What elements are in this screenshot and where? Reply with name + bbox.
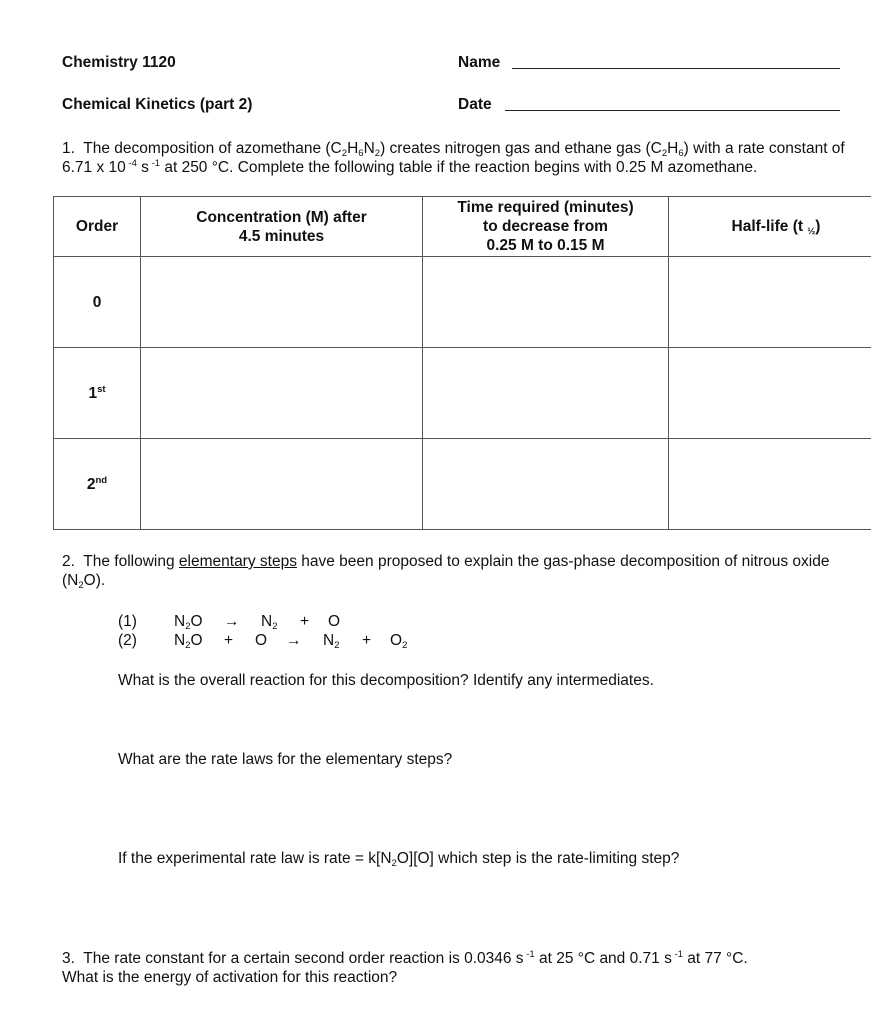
answer-cell[interactable] (669, 348, 871, 439)
answer-cell[interactable] (141, 257, 423, 348)
header-half-life: Half-life (t $_{\frac{1}{2}}$) (669, 197, 871, 257)
date-label: Date (458, 96, 492, 113)
header-order: Order (54, 197, 141, 257)
date-field-line[interactable] (505, 110, 840, 111)
course-title: Chemistry 1120 (62, 54, 176, 71)
answer-cell[interactable] (423, 257, 669, 348)
answer-cell[interactable] (423, 439, 669, 530)
question-1-text: 1. The decomposition of azomethane $(C_2H_6N_2)$ creates nitrogen gas and ethane gas $(C_2H_6)$ with a rate constant of 6.71 x 10 $^{-4}$ s $^{-1}$ at 250 °C. Complete the following table if the reaction begins with 0.25 M azomethane. (62, 140, 845, 176)
header-time-required: Time required (minutes) to decrease from 0.25 M to 0.15 M (423, 197, 669, 257)
kinetics-table (53, 196, 871, 530)
name-label: Name (458, 54, 501, 71)
answer-cell[interactable] (669, 439, 871, 530)
question-2c: If the experimental rate law is rate = $k[N_2O][O]$ which step is the rate-limiting step? (118, 850, 680, 869)
worksheet-topic: Chemical Kinetics (part 2) (62, 96, 253, 113)
elementary-steps-underlined: elementary steps (178, 553, 297, 570)
answer-cell[interactable] (141, 439, 423, 530)
name-field-line[interactable] (512, 68, 840, 69)
answer-cell[interactable] (141, 348, 423, 439)
table-row (54, 348, 871, 439)
header-concentration: Concentration (M) after 4.5 minutes (141, 197, 423, 257)
row-order-second: 2nd (54, 439, 141, 530)
table-row (54, 439, 871, 530)
question-3-text: 3. The rate constant for a certain second order reaction is 0.0346 s $^{-1}$ at 25 °C and 0.71 s $^{-1}$ at 77 °C. What is the energy of activation for this reaction? (62, 949, 748, 986)
question-2a: What is the overall reaction for this decomposition? Identify any intermediates. (118, 672, 654, 689)
answer-cell[interactable] (423, 348, 669, 439)
row-order-first: 1st (54, 348, 141, 439)
answer-cell[interactable] (669, 257, 871, 348)
table-row (54, 257, 871, 348)
table-header-row (54, 197, 871, 257)
question-2-text: 2. The following elementary steps have been proposed to explain the gas-phase decomposition of nitrous oxide $(N_2O)$. (62, 553, 830, 591)
question-2b: What are the rate laws for the elementary steps? (118, 751, 453, 768)
row-order-zero: 0 (54, 257, 141, 348)
